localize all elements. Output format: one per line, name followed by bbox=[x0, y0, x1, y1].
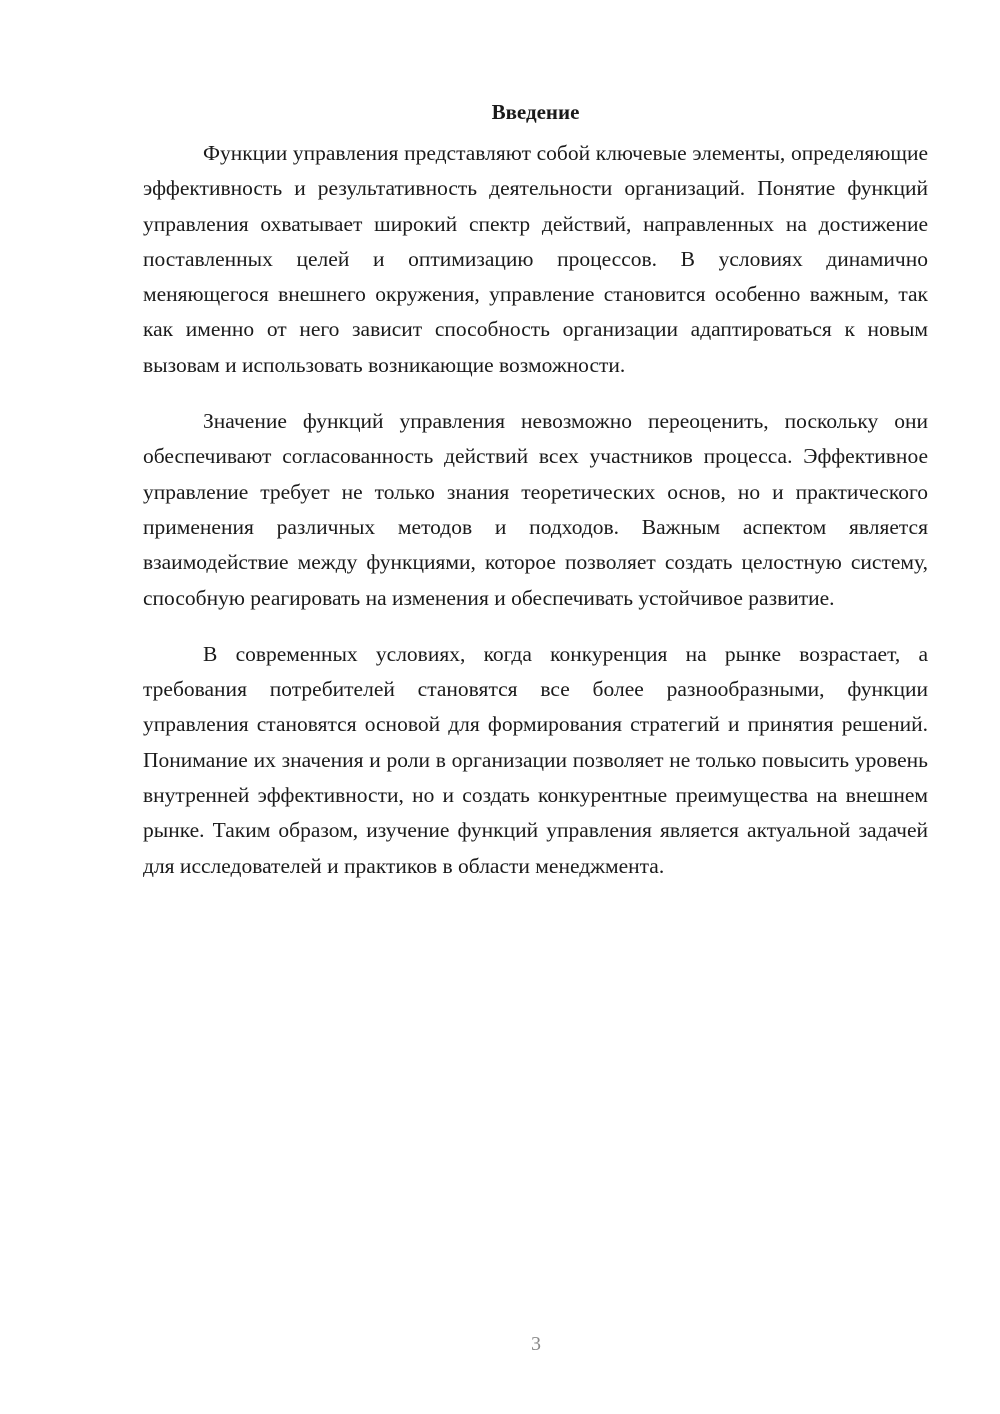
page-number: 3 bbox=[531, 1333, 541, 1355]
paragraph-2: Значение функций управления невозможно переоценить, поскольку они обеспечивают согласованность действий всех участников процесса. Эффективное управление требует не только знания теоретических основ, но и практического применения различных методов и подходов. Важным аспектом является взаимодействие между функциями, которое позволяет создать целостную систему, способную реагировать на изменения и обеспечивать устойчивое развитие. bbox=[143, 409, 928, 610]
paragraph-3: В современных условиях, когда конкуренция на рынке возрастает, а требования потребителей становятся все более разнообразными, функции управления становятся основой для формирования стратегий и принятия решений. Понимание их значения и роли в организации позволяет не только повысить уровень внутренней эффективности, но и создать конкурентные преимущества на внешнем рынке. Таким образом, изучение функций управления является актуальной задачей для исследователей и практиков в области менеджмента. bbox=[143, 641, 928, 878]
page-content bbox=[143, 96, 928, 905]
section-title: Введение bbox=[491, 100, 580, 124]
paragraph-1: Функции управления представляют собой ключевые элементы, определяющие эффективность и результативность деятельности организаций. Понятие функций управления охватывает широкий спектр действий, направленных на достижение поставленных целей и оптимизацию процессов. В условиях динамично меняющегося внешнего окружения, управление становится особенно важным, так как именно от него зависит способность организации адаптироваться к новым вызовам и использовать возникающие возможности. bbox=[143, 141, 928, 377]
